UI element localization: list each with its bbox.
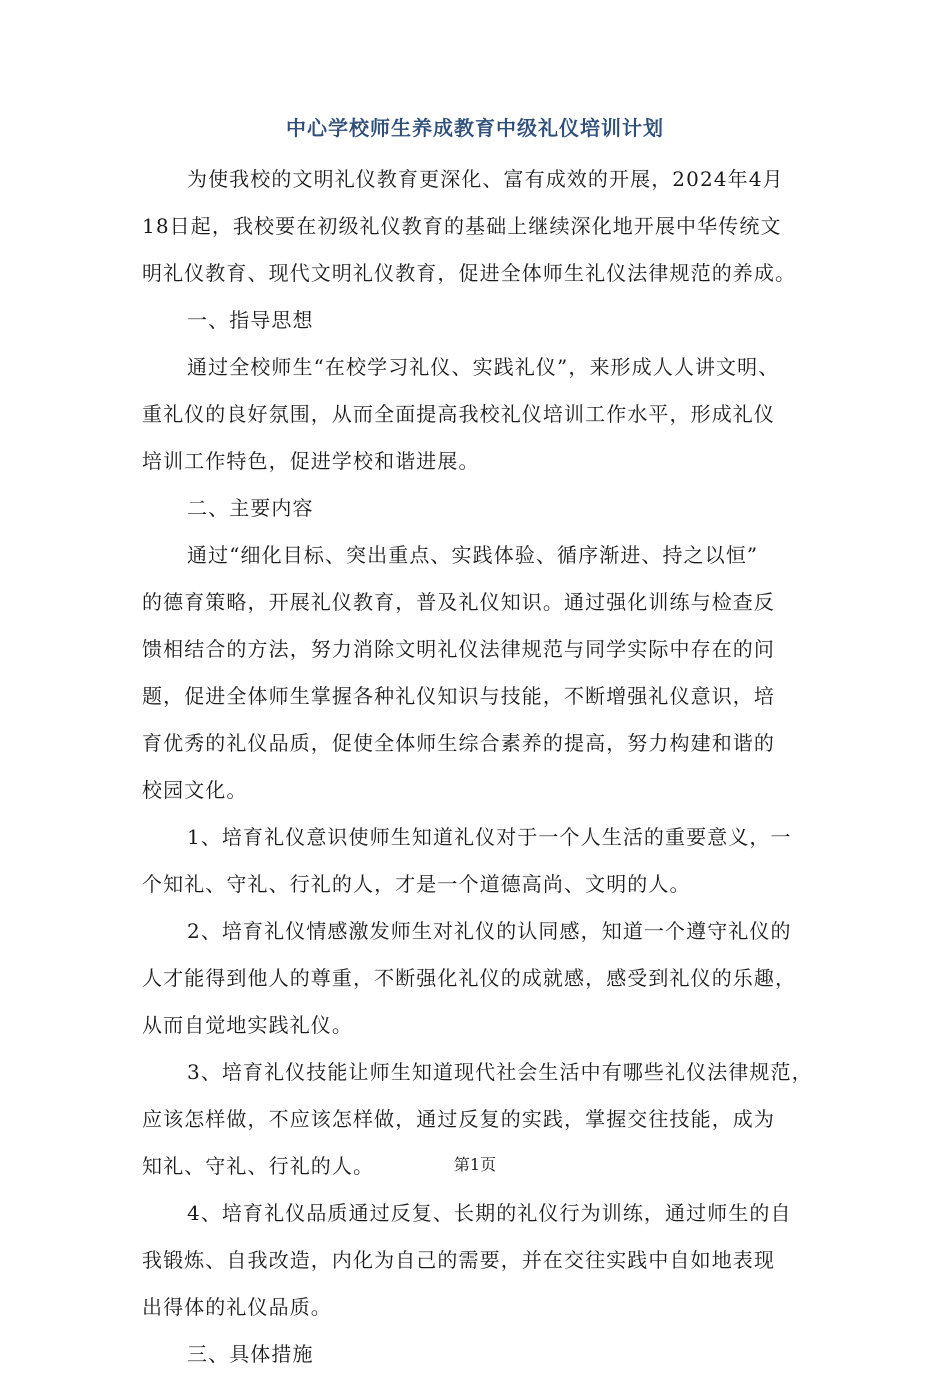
text-line: 三、具体措施	[187, 1342, 314, 1366]
text-line: 通过全校师生“在校学习礼仪、实践礼仪”，来形成人人讲文明、	[187, 355, 780, 379]
text-line: 重礼仪的良好氛围，从而全面提高我校礼仪培训工作水平，形成礼仪	[142, 402, 775, 426]
text-line: 育优秀的礼仪品质，促使全体师生综合素养的提高，努力构建和谐的	[142, 731, 775, 755]
text-line: 明礼仪教育、现代文明礼仪教育，促进全体师生礼仪法律规范的养成。	[142, 261, 797, 285]
text-line: 2、培育礼仪情感激发师生对礼仪的认同感，知道一个遵守礼仪的	[187, 919, 792, 943]
text-line: 18日起，我校要在初级礼仪教育的基础上继续深化地开展中华传统文	[142, 214, 782, 238]
text-line: 人才能得到他人的尊重，不断强化礼仪的成就感，感受到礼仪的乐趣，	[142, 966, 797, 990]
text-line: 应该怎样做，不应该怎样做，通过反复的实践，掌握交往技能，成为	[142, 1107, 775, 1131]
text-line: 4、培育礼仪品质通过反复、长期的礼仪行为训练，通过师生的自	[187, 1201, 792, 1225]
text-line: 3、培育礼仪技能让师生知道现代社会生活中有哪些礼仪法律规范，	[187, 1060, 813, 1084]
page-number: 第1页	[453, 1155, 497, 1174]
text-line: 题，促进全体师生掌握各种礼仪知识与技能，不断增强礼仪意识，培	[142, 684, 775, 708]
text-line: 出得体的礼仪品质。	[142, 1295, 332, 1319]
text-line: 从而自觉地实践礼仪。	[142, 1013, 353, 1037]
text-line: 的德育策略，开展礼仪教育，普及礼仪知识。通过强化训练与检查反	[142, 590, 775, 614]
text-line: 我锻炼、自我改造，内化为自己的需要，并在交往实践中自如地表现	[142, 1248, 775, 1272]
document-title: 中心学校师生养成教育中级礼仪培训计划	[286, 116, 664, 140]
text-line: 个知礼、守礼、行礼的人，才是一个道德高尚、文明的人。	[142, 872, 691, 896]
text-line: 一、指导思想	[187, 308, 314, 332]
text-line: 通过“细化目标、突出重点、实践体验、循序渐进、持之以恒”	[187, 543, 759, 567]
text-line: 二、主要内容	[187, 496, 314, 520]
text-line: 馈相结合的方法，努力消除文明礼仪法律规范与同学实际中存在的问	[142, 637, 775, 661]
text-line: 培训工作特色，促进学校和谐进展。	[142, 449, 480, 473]
text-line: 校园文化。	[142, 778, 248, 802]
document-body	[142, 162, 817, 1384]
text-line: 知礼、守礼、行礼的人。	[142, 1154, 375, 1178]
text-line: 1、培育礼仪意识使师生知道礼仪对于一个人生活的重要意义，一	[187, 825, 792, 849]
text-line: 为使我校的文明礼仪教育更深化、富有成效的开展，2024年4月	[187, 167, 784, 191]
